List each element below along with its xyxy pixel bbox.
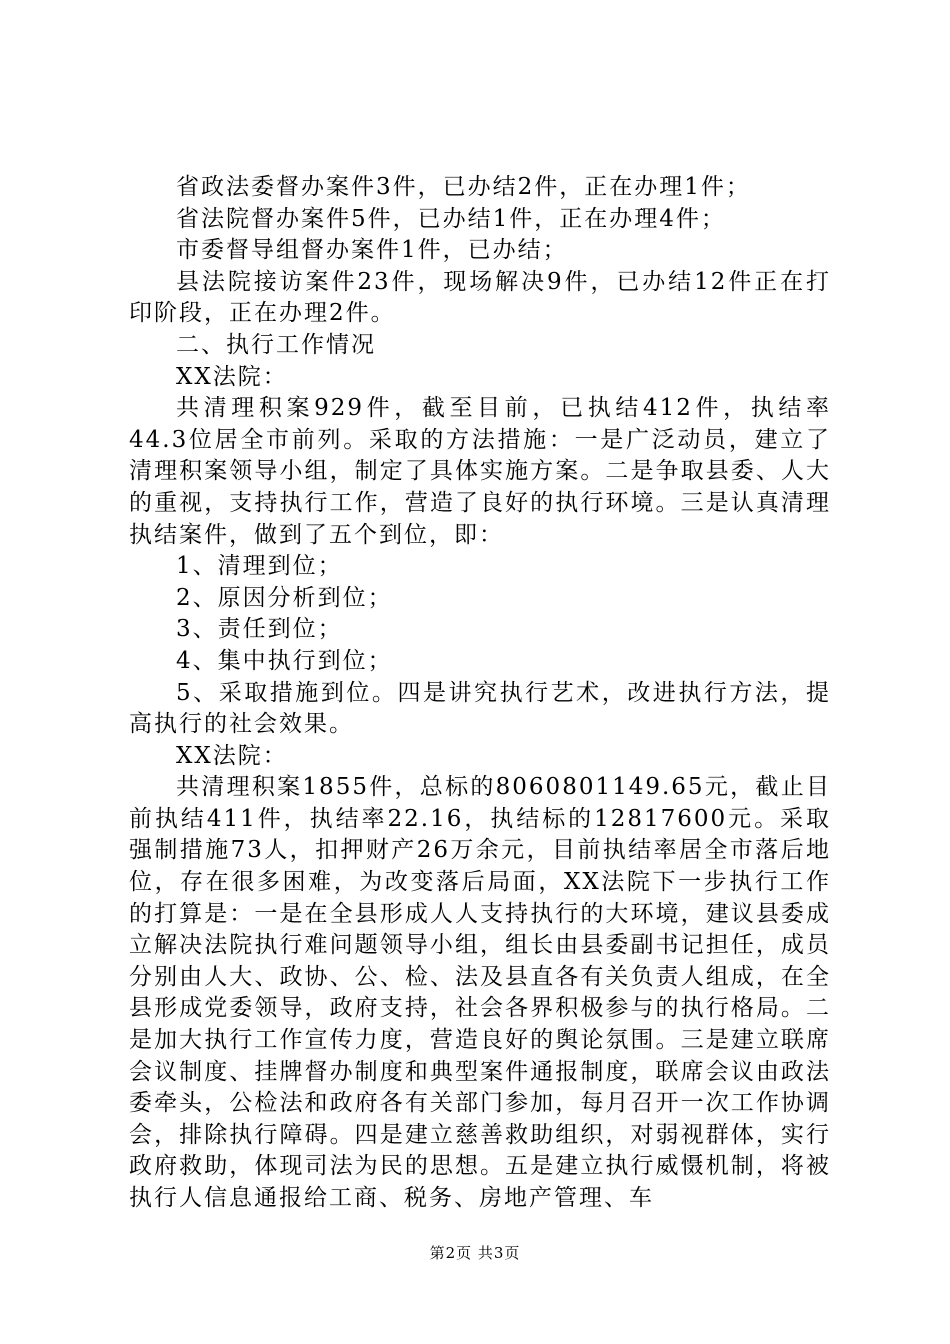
- paragraph-court-2-summary: 共清理积案1855件，总标的8060801149.65元，截止目前执结411件，执结率22.16，执结标的12817600元。采取强制措施73人，扣押财产26万余元，目前执结率居全市落后地位，存在很多困难，为改变落后局面，XX法院下一步执行工作的打算是：一是在全县形成人人支持执行的大环境，建议县委成立解决法院执行难问题领导小组，组长由县委副书记担任，成员分别由人大、政协、公、检、法及县直各有关负责人组成，在全县形成党委领导，政府支持，社会各界积极参与的执行格局。二是加大执行工作宣传力度，营造良好的舆论氛围。三是建立联席会议制度、挂牌督办制度和典型案件通报制度，联席会议由政法委牵头，公检法和政府各有关部门参加，每月召开一次工作协调会，排除执行障碍。四是建立慈善救助组织，对弱视群体，实行政府救助，体现司法为民的思想。五是建立执行威慑机制，将被执行人信息通报给工商、税务、房地产管理、车: [129, 774, 831, 1211]
- page-footer: 第2页 共3页: [429, 1244, 521, 1262]
- paragraph-provincial-committee-cases: 省政法委督办案件3件，已办结2件，正在办理1件；: [176, 174, 751, 200]
- list-item-5: 5、采取措施到位。四是讲究执行艺术，改进执行方法，提高执行的社会效果。: [129, 679, 831, 738]
- list-item-3: 3、责任到位；: [176, 616, 343, 643]
- document-body: [129, 172, 831, 1215]
- court-heading-1: XX法院：: [176, 363, 288, 390]
- list-item-1: 1、清理到位；: [176, 553, 343, 580]
- paragraph-county-court-visits: 县法院接访案件23件，现场解决9件，已办结12件正在打印阶段，正在办理2件。: [129, 268, 831, 327]
- paragraph-provincial-court-cases: 省法院督办案件5件，已办结1件，正在办理4件；: [176, 205, 726, 232]
- paragraph-municipal-cases: 市委督导组督办案件1件，已办结；: [176, 237, 568, 264]
- section-heading-execution-work: 二、执行工作情况: [176, 331, 376, 358]
- paragraph-court-1-summary: 共清理积案929件，截至目前，已执结412件，执结率44.3位居全市前列。采取的方法措施：一是广泛动员，建立了清理积案领导小组，制定了具体实施方案。二是争取县委、人大的重视，支持执行工作，营造了良好的执行环境。三是认真清理执结案件，做到了五个到位，即：: [129, 395, 831, 548]
- list-item-2: 2、原因分析到位；: [176, 584, 393, 611]
- court-heading-2: XX法院：: [176, 742, 288, 769]
- list-item-4: 4、集中执行到位；: [176, 647, 393, 674]
